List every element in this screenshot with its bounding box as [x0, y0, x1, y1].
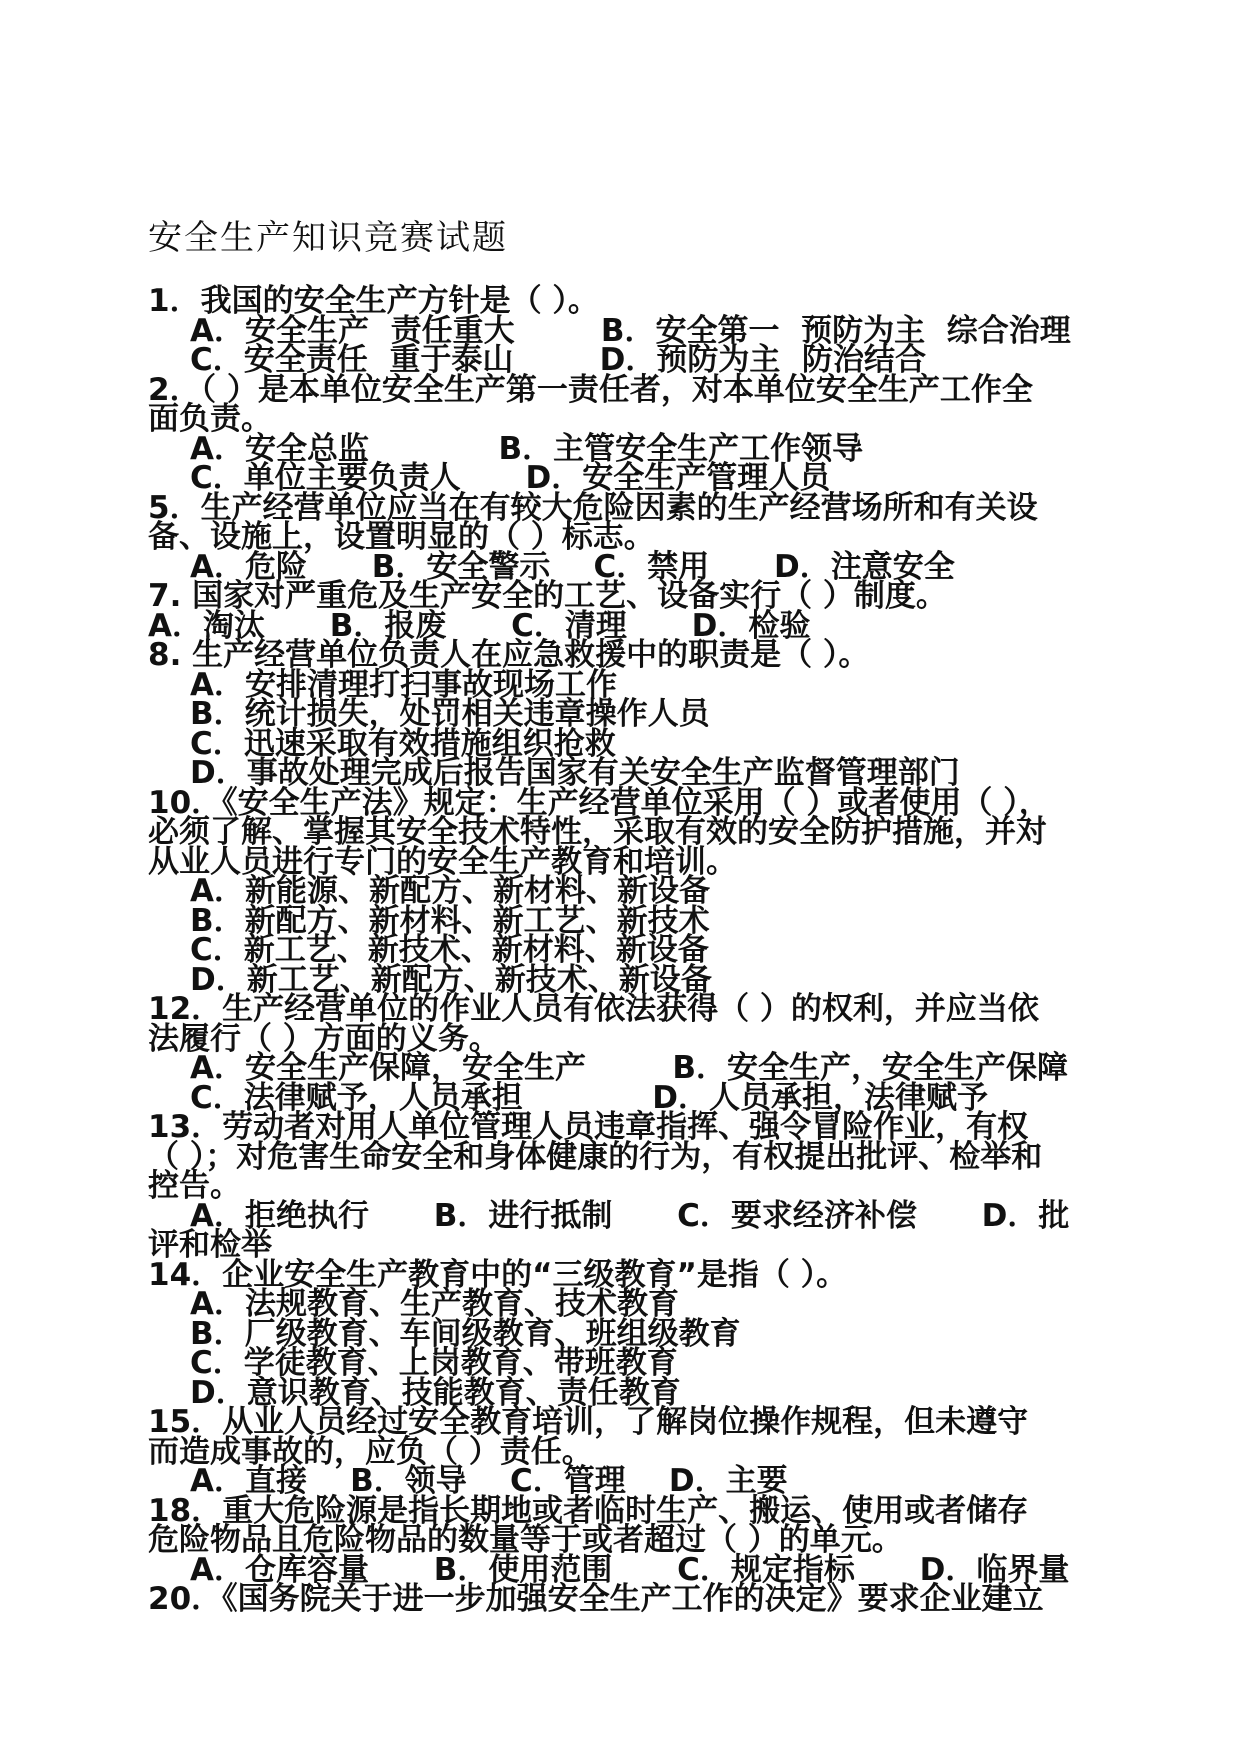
answer-option-line: C．单位主要负责人 D．安全生产管理人员: [190, 460, 831, 496]
answer-option-line: A．法规教育、生产教育、技术教育: [190, 1286, 679, 1322]
question-text-line: 8. 生产经营单位负责人在应急救援中的职责是（ ）。: [148, 637, 870, 673]
question-text-line: 控告。: [148, 1168, 241, 1204]
question-list: [148, 283, 1108, 1617]
answer-option-line: A．安全生产 责任重大 B．安全第一 预防为主 综合治理: [190, 312, 1071, 349]
question-text-line: 18．重大危险源是指长期地或者临时生产、搬运、使用或者储存: [148, 1492, 1029, 1529]
question-text-line: 评和检举: [148, 1227, 272, 1263]
answer-option-line: C．新工艺、新技术、新材料、新设备: [190, 932, 709, 968]
question-text-line: 危险物品且危险物品的数量等于或者超过（ ）的单元。: [148, 1522, 903, 1558]
question-text-line: 法履行（ ）方面的义务。: [148, 1020, 500, 1057]
question-text-line: 而造成事故的，应负（ ）责任。: [148, 1433, 593, 1470]
answer-option-line: A．危险 B．安全警示 C．禁用 D．注意安全: [190, 548, 955, 585]
answer-option-line: D．事故处理完成后报告国家有关安全生产监督管理部门: [190, 755, 960, 791]
question-text-line: （ ）；对危害生命安全和身体健康的行为，有权提出批评、检举和: [148, 1138, 1043, 1175]
answer-option-line: C．迅速采取有效措施组织抢救: [190, 725, 616, 762]
question-text-line: A．淘汰 B．报废 C．清理 D．检验: [148, 607, 811, 644]
question-text-line: 14．企业安全生产教育中的“三级教育”是指（ ）。: [148, 1256, 848, 1293]
answer-option-line: A．直接 B．领导 C．管理 D．主要: [190, 1463, 788, 1499]
question-text-line: 备、设施上，设置明显的（ ）标志。: [148, 519, 655, 555]
question-text-line: 1．我国的安全生产方针是（ ）。: [148, 283, 599, 319]
question-text-line: 面负责。: [148, 401, 272, 437]
answer-option-line: B．统计损失，处罚相关违章操作人员: [190, 696, 710, 732]
answer-option-line: B．新配方、新材料、新工艺、新技术: [190, 902, 710, 939]
answer-option-line: A．安排清理打扫事故现场工作: [190, 666, 617, 703]
answer-option-line: C．法律赋予，人员承担 D．人员承担，法律赋予: [190, 1079, 988, 1116]
question-text-line: 13．劳动者对用人单位管理人员违章指挥、强令冒险作业，有权: [148, 1109, 1029, 1145]
question-text-line: 必须了解、掌握其安全技术特性，采取有效的安全防护措施，并对: [148, 814, 1047, 850]
document-title: 安全生产知识竞赛试题: [148, 218, 508, 258]
question-text-line: 10．《安全生产法》规定：生产经营单位采用（ ）或者使用（ ），: [148, 784, 1050, 821]
answer-option-line: A．拒绝执行 B．进行抵制 C．要求经济补偿 D．批: [190, 1197, 1070, 1234]
answer-option-line: C．学徒教育、上岗教育、带班教育: [190, 1345, 678, 1381]
question-text-line: 2．（ ）是本单位安全生产第一责任者，对本单位安全生产工作全: [148, 371, 1033, 408]
answer-option-line: C．安全责任 重于泰山 D．预防为主 防治结合: [190, 342, 926, 378]
question-text-line: 从业人员进行专门的安全生产教育和培训。: [148, 843, 737, 880]
answer-option-line: A．安全总监 B．主管安全生产工作领导: [190, 430, 864, 467]
question-text-line: 15．从业人员经过安全教育培训，了解岗位操作规程，但未遵守: [148, 1404, 1029, 1440]
answer-option-line: D．意识教育、技能教育、责任教育: [190, 1374, 681, 1411]
answer-option-line: A．新能源、新配方、新材料、新设备: [190, 873, 710, 909]
answer-option-line: D．新工艺、新配方、新技术、新设备: [190, 961, 712, 998]
question-text-line: 20．《国务院关于进一步加强安全生产工作的决定》要求企业建立: [148, 1581, 1044, 1617]
question-text-line: 7. 国家对严重危及生产安全的工艺、设备实行（ ）制度。: [148, 578, 947, 614]
question-text-line: 5．生产经营单位应当在有较大危险因素的生产经营场所和有关设: [148, 489, 1038, 526]
answer-option-line: A．安全生产保障，安全生产 B．安全生产，安全生产保障: [190, 1050, 1068, 1086]
answer-option-line: B．厂级教育、车间级教育、班组级教育: [190, 1315, 741, 1352]
question-text-line: 12．生产经营单位的作业人员有依法获得（ ）的权利，并应当依: [148, 991, 1039, 1027]
answer-option-line: A．仓库容量 B．使用范围 C．规定指标 D．临界量: [190, 1551, 1070, 1588]
